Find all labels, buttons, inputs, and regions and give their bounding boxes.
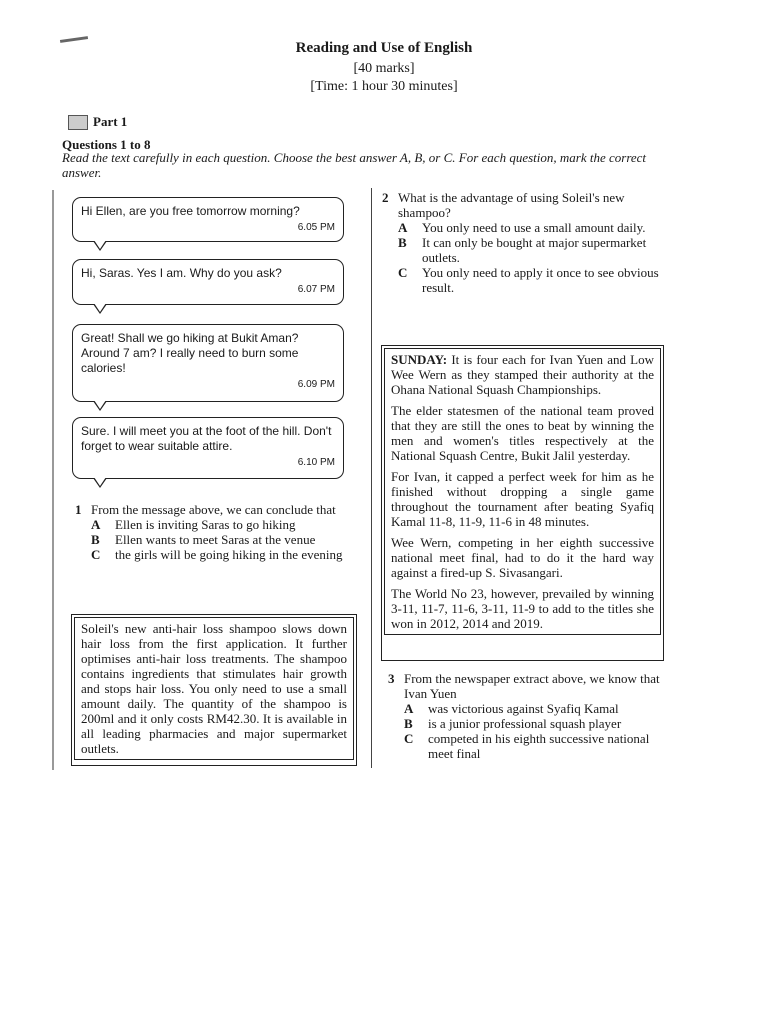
newspaper-extract-box: [381, 345, 664, 661]
questions-heading: Questions 1 to 8: [62, 137, 151, 152]
question-stem: From the message above, we can conclude that: [91, 502, 336, 517]
question-stem: What is the advantage of using Soleil's new shampoo?: [398, 190, 625, 220]
question-2: [382, 190, 667, 295]
part-label: Part 1: [93, 114, 128, 129]
chat-message: Hi Ellen, are you free tomorrow morning?: [81, 204, 300, 218]
column-divider: [371, 188, 372, 768]
news-paragraph: The elder statesmen of the national team proved that they are still the ones to beat by winning the men and women's titles respectively at the National Squash Centre, Bukit Jalil yesterday.: [391, 403, 654, 463]
news-paragraph: For Ivan, it capped a perfect week for him as he finished without dropping a single game throughout the tournament after beating Syafiq Kamal 11-8, 11-9, 11-6 in 48 minutes.: [391, 469, 654, 529]
news-paragraph: The World No 23, however, prevailed by winning 3-11, 11-7, 11-6, 3-11, 11-9 to add to the titles she won in 2012, 2014 and 2019.: [391, 586, 654, 631]
chat-message: Hi, Saras. Yes I am. Why do you ask?: [81, 266, 282, 280]
news-paragraph: SUNDAY: It is four each for Ivan Yuen and Low Wee Wern as they stamped their authority at the Ohana National Squash Championships.: [391, 352, 655, 397]
question-1: [75, 502, 357, 562]
option-a[interactable]: A was victorious against Syafiq Kamal: [404, 701, 619, 716]
option-a[interactable]: A Ellen is inviting Saras to go hiking: [91, 517, 296, 532]
option-a[interactable]: A You only need to use a small amount daily.: [398, 220, 646, 235]
chat-bubble: [72, 417, 344, 479]
chat-time: 6.05 PM: [297, 222, 335, 233]
newspaper-extract: [384, 348, 661, 635]
option-c[interactable]: C You only need to apply it once to see obvious result.: [398, 265, 659, 295]
option-b[interactable]: B is a junior professional squash player: [404, 716, 622, 731]
option-c[interactable]: C competed in his eighth successive national meet final: [404, 731, 650, 761]
part-heading: [68, 114, 127, 130]
option-b[interactable]: B Ellen wants to meet Saras at the venue: [91, 532, 316, 547]
chat-bubble: [72, 197, 344, 242]
chat-message: Sure. I will meet you at the foot of the hill. Don't forget to wear suitable attire.: [81, 424, 332, 453]
question-number: 2: [382, 190, 389, 205]
book-icon: [68, 115, 88, 130]
page-title: Reading and Use of English: [295, 40, 473, 56]
option-b[interactable]: B It can only be bought at major supermarket outlets.: [398, 235, 647, 265]
chat-bubble: [72, 324, 344, 402]
shampoo-text-box: [71, 614, 357, 766]
news-dateline: SUNDAY:: [391, 352, 448, 367]
question-number: 1: [75, 502, 82, 517]
shampoo-text: Soleil's new anti-hair loss shampoo slows down hair loss from the first application. It further optimises anti-hair loss treatments. The shampoo contains ingredients that stimulates hair growth and stops hair loss. You only need to use a small amount daily. The quantity of the shampoo is 200ml and it only costs RM42.30. It is available in all leading pharmacies and major supermarket outlets.: [74, 617, 354, 760]
question-number: 3: [388, 671, 395, 686]
bubble-tail: [93, 304, 107, 314]
marks-label: [40 marks]: [353, 61, 415, 76]
instructions: Read the text carefully in each question. Choose the best answer A, B, or C. For each question, mark the correct answer.: [62, 150, 647, 180]
question-stem: From the newspaper extract above, we know that Ivan Yuen: [404, 671, 660, 701]
option-c[interactable]: C the girls will be going hiking in the evening: [91, 547, 343, 562]
bubble-tail: [93, 478, 107, 488]
chat-bubble: [72, 259, 344, 305]
question-3: [388, 671, 670, 761]
bubble-tail: [93, 241, 107, 251]
news-paragraph: Wee Wern, competing in her eighth successive national meet final, had to do it the hard way against a fired-up S. Sivasangari.: [391, 535, 654, 580]
time-label: [Time: 1 hour 30 minutes]: [310, 79, 458, 94]
chat-time: 6.07 PM: [297, 284, 335, 295]
bubble-tail: [93, 401, 107, 411]
page-edge: [52, 190, 54, 770]
chat-time: 6.09 PM: [297, 379, 335, 390]
chat-time: 6.10 PM: [297, 457, 335, 468]
chat-message: Great! Shall we go hiking at Bukit Aman? Around 7 am? I really need to burn some calories!: [81, 331, 299, 375]
